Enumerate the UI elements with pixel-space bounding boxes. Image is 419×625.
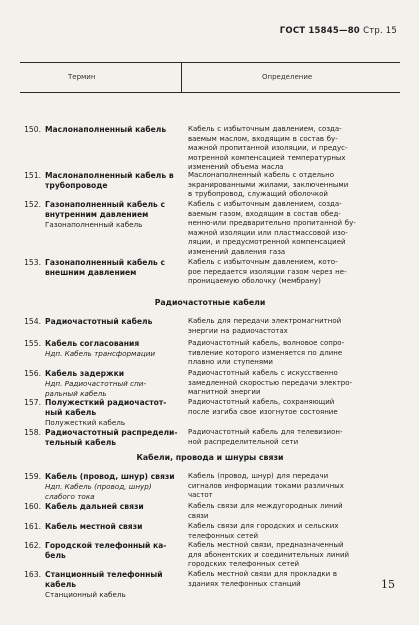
- definition-161: Кабель связи для городских и сельских телефонных сетей: [188, 522, 339, 540]
- page-number: 15: [381, 578, 395, 591]
- term-159: 159. Кабель (провод, шнур) связи Ндп. Кабель (провод, шнур) слабого тока: [20, 472, 180, 502]
- term-163: 163. Станционный телефонный кабель Станционный кабель: [20, 570, 180, 600]
- term-156: 156. Кабель задержки Ндп. Радиочастотный спи- ральный кабель: [20, 369, 180, 399]
- definition-150: Кабель с избыточным давлением, созда- ваемым маслом, входящим в состав бу- мажной пропитанной изоляции, и предус- мотренной компенсацией температурных изменений объема масла: [188, 125, 348, 171]
- column-header-term: Термин: [68, 73, 96, 81]
- synonym: Ндп. Кабель (провод, шнур): [45, 482, 152, 491]
- synonym: Ндп. Радиочастотный спи-: [45, 379, 147, 388]
- table-top-rule: [20, 62, 400, 63]
- definition-162: Кабель местной связи, предназначенный для абонентских и соединительных линий городских телефонных сетей: [188, 541, 350, 568]
- synonym: Станционный кабель: [45, 590, 126, 599]
- table-header-rule: [20, 92, 400, 93]
- definition-152: Кабель с избыточным давлением, созда- ваемым газом, входящим в состав обед- ненно-или предварительно пропитанной бу- мажной изоляции или пластмассовой изо- ляции, и предусмотренной компенсацией изменений давления газа: [188, 200, 356, 256]
- term-152: 152. Газонаполненный кабель с внутренним давлением Газонаполненный кабель: [20, 200, 180, 230]
- column-divider-header: [181, 62, 182, 92]
- definition-151: Маслонаполненный кабель с отдельно экранированными жилами, заключенными в трубопровод, служащий оболочкой: [188, 171, 349, 198]
- standard-number: ГОСТ 15845—80: [279, 26, 360, 36]
- synonym-cont: ральный кабель: [45, 389, 107, 398]
- page-header: [280, 26, 397, 36]
- term-158: 158. Радиочастотный распредели- тельный кабель: [24, 428, 178, 447]
- term-155: 155. Кабель согласования Ндп. Кабель трансформации: [20, 339, 180, 359]
- definition-155: Радиочастотный кабель, волновое сопро- тивление которого изменяется по длине плавно или ступенями: [188, 339, 345, 366]
- synonym: Полужесткий кабель: [45, 418, 126, 427]
- synonym: Газонаполненный кабель: [45, 220, 143, 229]
- definition-157: Радиочастотный кабель, сохраняющий после изгиба свое изогнутое состояние: [188, 398, 338, 416]
- term-154: 154. Радиочастотный кабель: [24, 317, 153, 326]
- term-151: 151. Маслонаполненный кабель в трубопроводе: [24, 171, 174, 190]
- definition-154: Кабель для передачи электромагнитной энергии на радиочастотах: [188, 317, 342, 335]
- section-heading-radio: Радиочастотные кабели: [154, 298, 266, 307]
- term-162: 162. Городской телефонный ка- бель: [24, 541, 167, 560]
- definition-160: Кабель связи для междугородных линий связи: [188, 502, 343, 520]
- page-label: Стр. 15: [363, 26, 397, 36]
- definition-156: Радиочастотный кабель с искусственно замедленной скоростью передачи электро- магнитной энергии: [188, 369, 353, 396]
- definition-159: Кабель (провод, шнур) для передачи сигналов информации токами различных частот: [188, 472, 344, 499]
- term-150: 150. Маслонаполненный кабель: [24, 125, 167, 134]
- synonym: Ндп. Кабель трансформации: [45, 349, 156, 358]
- definition-153: Кабель с избыточным давлением, кото- рое передается изоляции газом через не- проницаемую оболочку (мембрану): [188, 258, 347, 285]
- term-153: 153. Газонаполненный кабель с внешним давлением: [24, 258, 165, 277]
- column-header-definition: Определение: [262, 73, 313, 81]
- section-heading-communication: Кабели, провода и шнуры связи: [136, 453, 284, 462]
- term-157: 157. Полужесткий радиочастот- ный кабель Полужесткий кабель: [20, 398, 180, 428]
- definition-158: Радиочастотный кабель для телевизион- ной распределительной сети: [188, 428, 343, 446]
- term-161: 161. Кабель местной связи: [24, 522, 143, 531]
- term-160: 160. Кабель дальней связи: [24, 502, 144, 511]
- synonym-cont: слабого тока: [45, 492, 95, 501]
- definition-163: Кабель местной связи для прокладки в зданиях телефонных станций: [188, 570, 338, 588]
